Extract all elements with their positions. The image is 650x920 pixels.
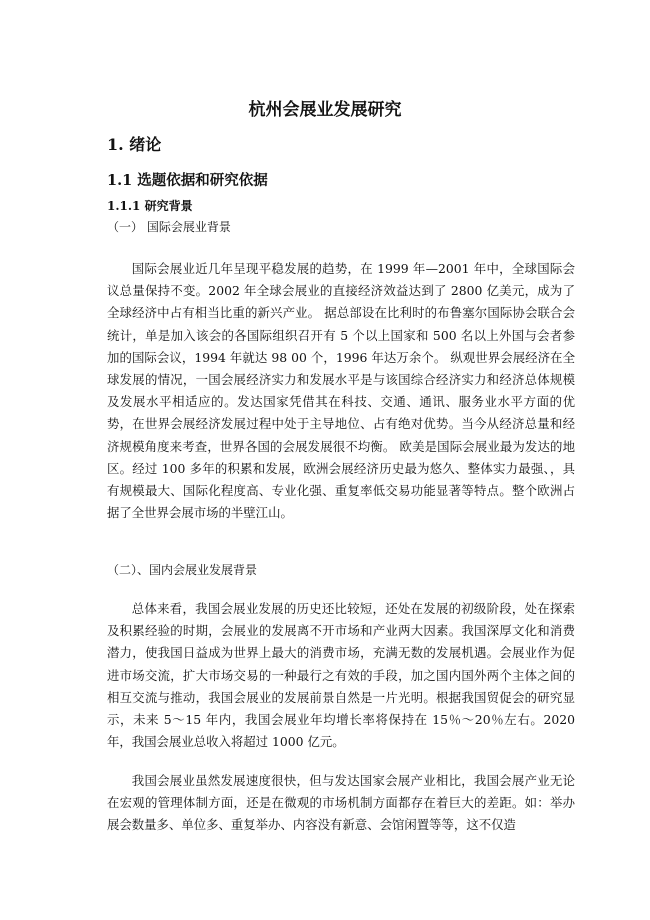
section-heading-1: 1. 绪论 bbox=[107, 135, 162, 154]
subsection-domestic: （二）、国内会展业发展背景 bbox=[107, 563, 258, 577]
subsection-international: （一） 国际会展业背景 bbox=[107, 220, 231, 234]
section-heading-1-1: 1.1 选题依据和研究依据 bbox=[107, 172, 268, 189]
paragraph-international: 国际会展业近几年呈现平稳发展的趋势，在 1999 年—2001 年中，全球国际会议总量保持不变。2002 年全球会展业的直接经济效益达到了 2800 亿美元，成为了全球经济中占有相当比重的新兴产业。 据总部设在比利时的布鲁塞尔国际协会联合会统计，单是加入该会的各国际组织召开有 5 个以上国家和 500 名以上外国与会者参加的国际会议，1994 年就达 98 00 个，1996 年达万余个。 纵观世界会展经济在全球发展的情况，一国会展经济实力和发展水平是与该国综合经济实力和经济总体规模及发展水平相适应的。发达国家凭借其在科技、交通、通讯、服务业水平方面的优势，在世界会展经济发展过程中处于主导地位、占有绝对优势。当今从经济总量和经济规模角度来考查，世界各国的会展发展很不均衡。 欧美是国际会展业最为发达的地区。经过 100 多年的积累和发展，欧洲会展经济历史最为悠久、整体实力最强、，具有规模最大、国际化程度高、专业化强、重复率低交易功能显著等特点。整个欧洲占据了全世界会展市场的半壁江山。 bbox=[107, 261, 575, 521]
document-title: 杭州会展业发展研究 bbox=[248, 100, 402, 120]
paragraph-domestic-overview: 总体来看，我国会展业发展的历史还比较短，还处在发展的初级阶段，处在探索及积累经验的时期，会展业的发展离不开市场和产业两大因素。我国深厚文化和消费潜力，使我国日益成为世界上最大的消费市场，充满无数的发展机遇。会展业作为促进市场交流，扩大市场交易的一种最行之有效的手段，加之国内国外两个主体之间的相互交流与推动，我国会展业的发展前景自然是一片光明。根据我国贸促会的研究显示，未来 5～15 年内，我国会展业年均增长率将保持在 15％～20％左右。2020 年，我国会展业总收入将超过 1000 亿元。 bbox=[107, 601, 575, 750]
section-heading-1-1-1: 1.1.1 研究背景 bbox=[107, 199, 193, 213]
paragraph-domestic-gap: 我国会展业虽然发展速度很快，但与发达国家会展产业相比，我国会展产业无论在宏观的管理体制方面，还是在微观的市场机制方面都存在着巨大的差距。如：举办展会数量多、单位多、重复举办、内容没有新意、会馆闲置等等，这不仅造 bbox=[107, 773, 575, 833]
